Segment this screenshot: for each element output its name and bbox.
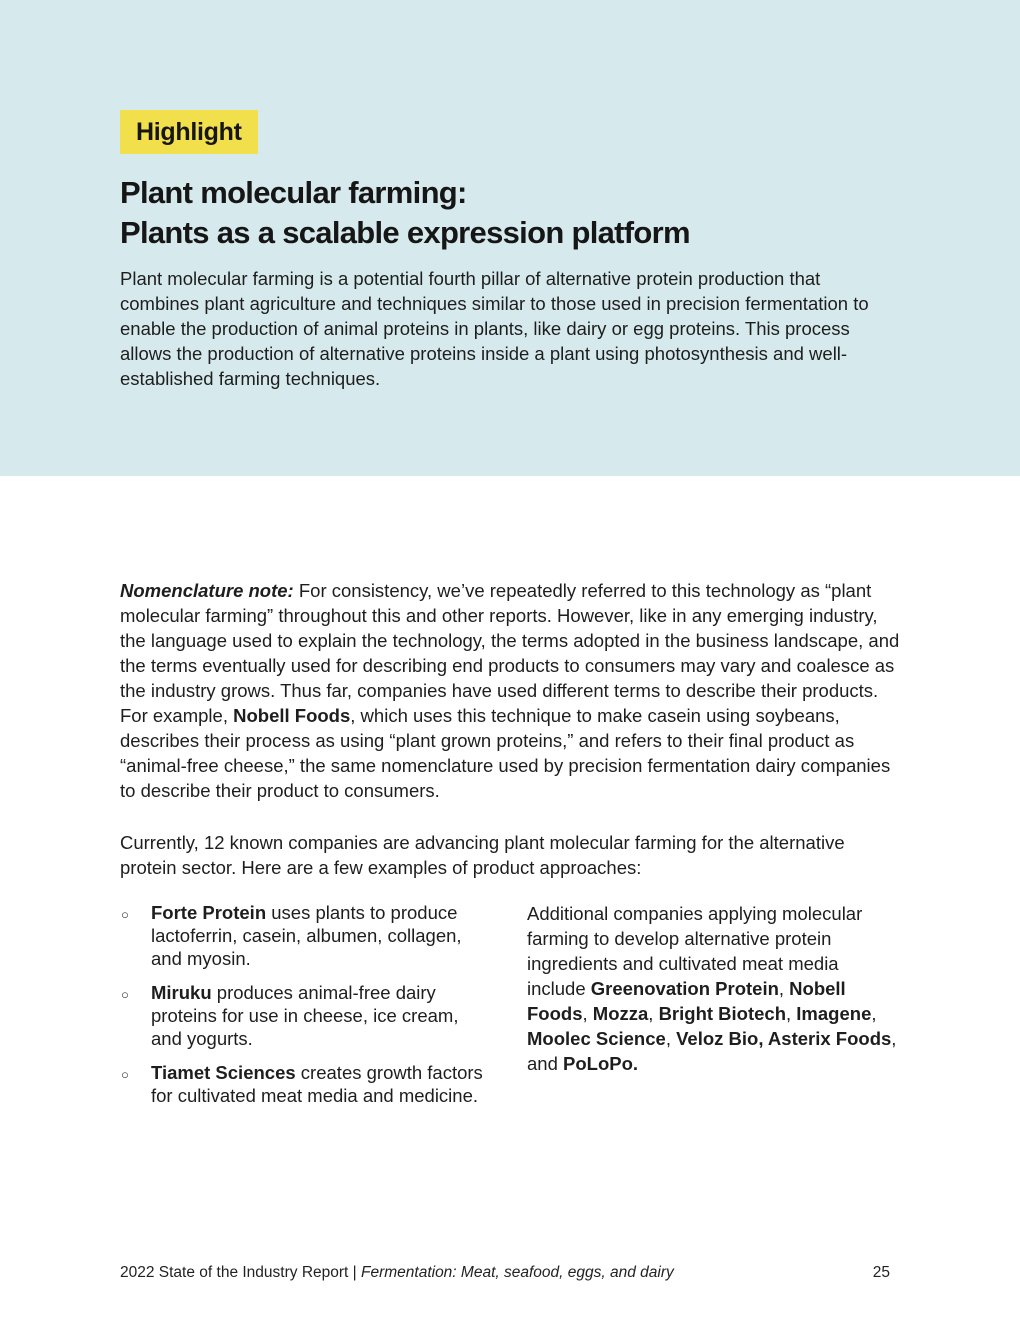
- company-examples-column: [120, 901, 489, 1118]
- two-column-section: [120, 901, 900, 1118]
- page-number: 25: [872, 1264, 890, 1281]
- list-item: [120, 901, 489, 970]
- circle-bullet-icon: ○: [121, 987, 129, 1002]
- highlight-badge: Highlight: [120, 110, 258, 154]
- page-title-line-2: Plants as a scalable expression platform: [120, 215, 690, 250]
- company-examples-list: [120, 901, 489, 1107]
- page-title: [120, 173, 900, 253]
- page-title-line-1: Plant molecular farming:: [120, 175, 467, 210]
- list-item-text: Forte Protein uses plants to produce lactoferrin, casein, albumen, collagen, and myosin.: [151, 902, 462, 969]
- circle-bullet-icon: ○: [121, 907, 129, 922]
- highlight-hero-section: [0, 0, 1020, 476]
- footer-report-title: 2022 State of the Industry Report | Fermentation: Meat, seafood, eggs, and dairy: [120, 1264, 674, 1281]
- additional-companies-column: [527, 901, 900, 1118]
- circle-bullet-icon: ○: [121, 1067, 129, 1082]
- page-body: [0, 578, 1020, 1118]
- list-item: [120, 1061, 489, 1107]
- list-item: [120, 981, 489, 1050]
- hero-intro-text: Plant molecular farming is a potential fourth pillar of alternative protein production that combines plant agriculture and techniques similar to those used in precision fermentation to enable the production of animal proteins in plants, like dairy or egg proteins. This process allows the production of alternative proteins inside a plant using photosynthesis and well-established farming techniques.: [120, 268, 869, 389]
- list-item-text: Miruku produces animal-free dairy proteins for use in cheese, ice cream, and yogurts.: [151, 982, 459, 1049]
- list-item-text: Tiamet Sciences creates growth factors for cultivated meat media and medicine.: [151, 1062, 483, 1106]
- additional-companies-text: Additional companies applying molecular farming to develop alternative protein ingredients and cultivated meat media include Greenovation Protein, Nobell Foods, Mozza, Bright Biotech, Imagene, Moolec Science, Veloz Bio, Asterix Foods, and PoLoPo.: [527, 903, 897, 1074]
- page-footer: [120, 1263, 890, 1283]
- nomenclature-note: Nomenclature note: For consistency, we’ve repeatedly referred to this technology as “plant molecular farming” throughout this and other reports. However, like in any emerging industry, the language used to explain the technology, the terms adopted in the business landscape, and the terms eventually used for describing end products to consumers may vary and coalesce as the industry grows. Thus far, companies have used different terms to describe their products. For example, Nobell Foods, which uses this technique to make casein using soybeans, describes their process as using “plant grown proteins,” and refers to their final product as “animal-free cheese,” the same nomenclature used by precision fermentation dairy companies to describe their product to consumers.: [120, 580, 900, 801]
- companies-intro: Currently, 12 known companies are advancing plant molecular farming for the alternative protein sector. Here are a few examples of product approaches:: [120, 832, 845, 878]
